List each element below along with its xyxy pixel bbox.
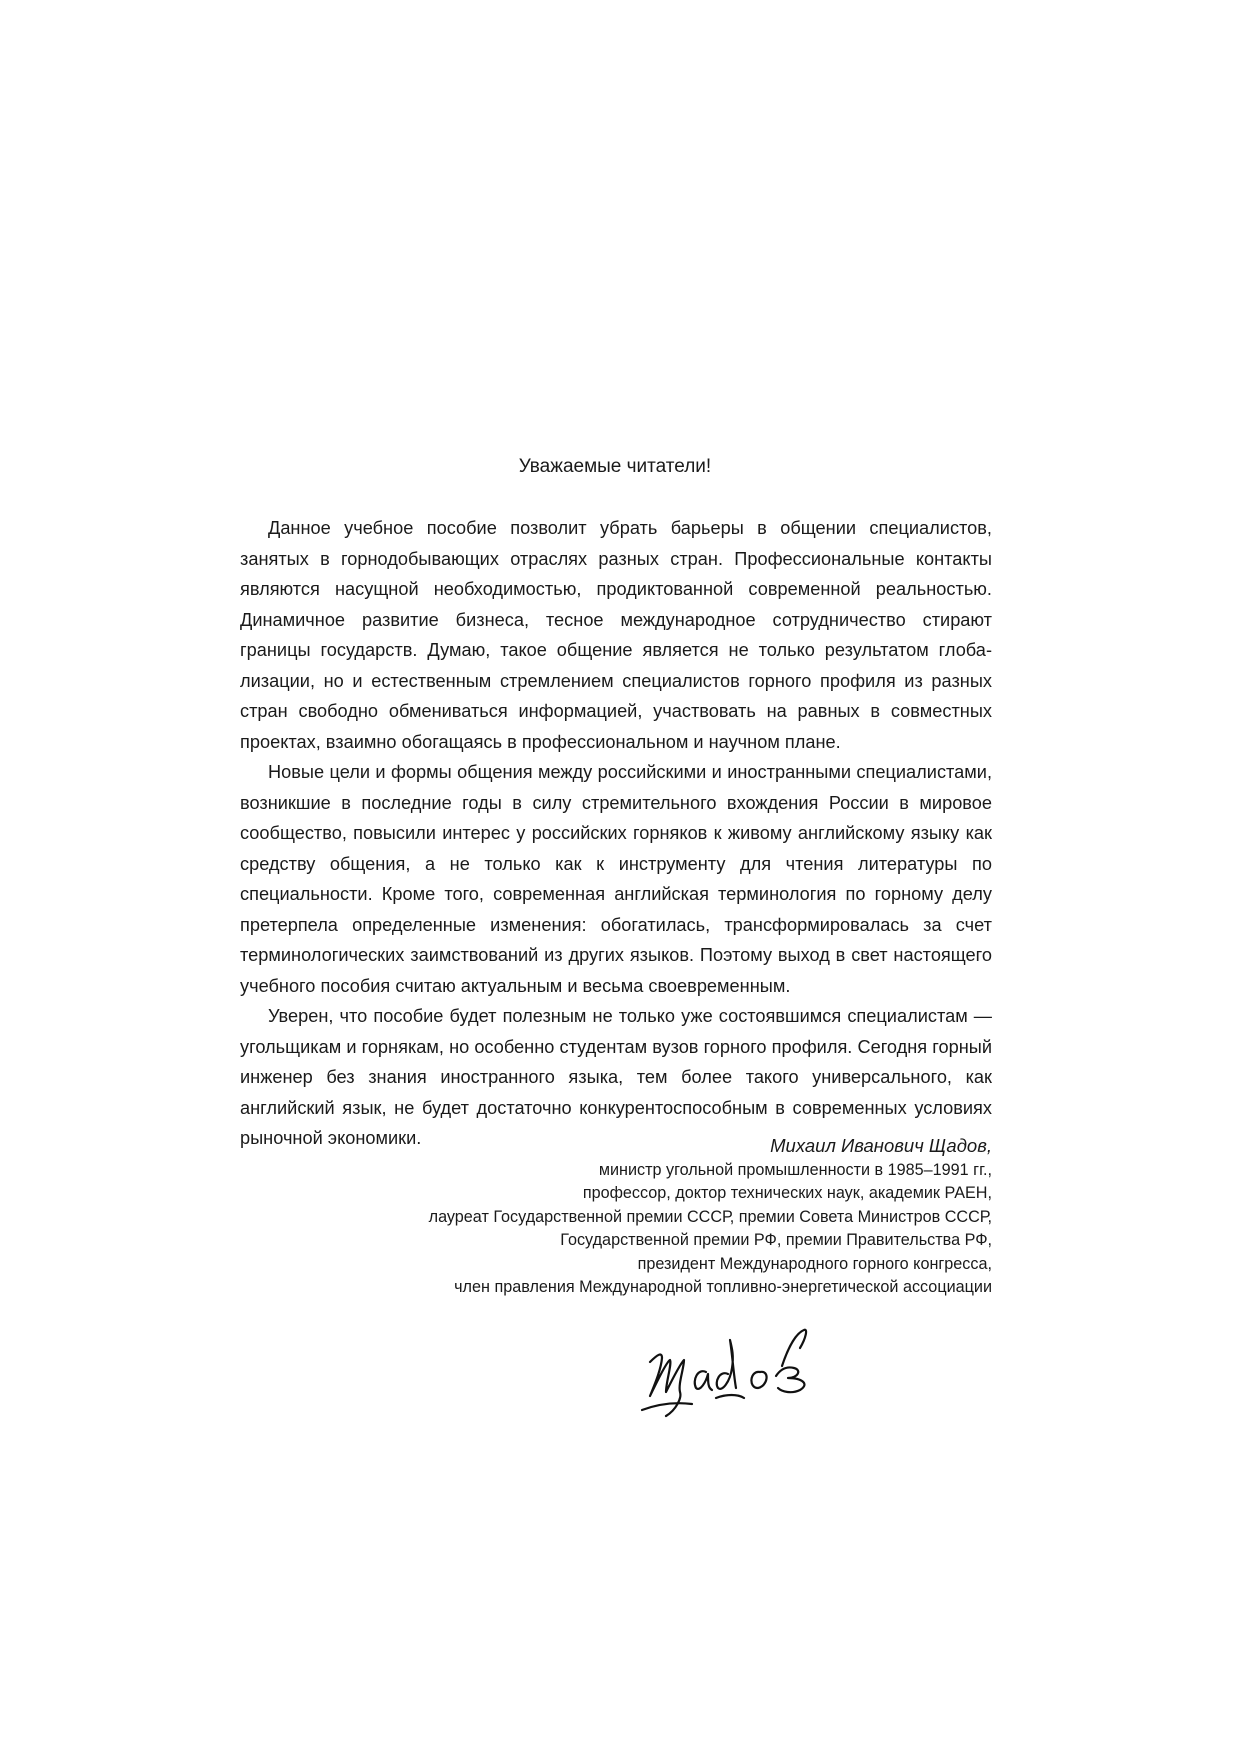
credential-line: министр угольной промышленности в 1985–1991 гг., <box>598 1161 992 1179</box>
paragraph: Новые цели и формы общения между российскими и иностранными специалистами, возникшие в последние годы в силу стремительного вхождения России в мировое сообщество, повысили интерес у российских горняков к живому английскому языку как средству общения, а не только как к инструменту для чтения литературы по специальности. Кроме того, современная английская терминология по горному делу претерпела определенные изменения: обогатилась, трансформировалась за счет терминологических заимствований из других языков. Поэтому выход в свет настоящего учебного пособия считаю актуальным и весьма своевременным. <box>240 762 992 996</box>
paragraph: Уверен, что пособие будет полезным не только уже состоявшимся специалистам — угольщикам и горнякам, но особенно студентам вузов горного профиля. Сегодня горный инженер без знания иностранного языка, тем более такого универсального, как английский язык, не будет достаточно конкурентоспособным в современных условиях рыночной экономики. <box>240 1006 992 1148</box>
handwritten-signature <box>636 1318 836 1428</box>
author-name: Михаил Иванович Щадов, <box>770 1135 992 1156</box>
credential-line: профессор, доктор технических наук, академик РАЕН, <box>582 1184 992 1203</box>
author-block <box>429 1133 992 1299</box>
credential-line: Государственной премии РФ, премии Правительства РФ, <box>560 1231 992 1250</box>
letter-greeting: Уважаемые читатели! <box>518 456 712 477</box>
credential-line: лауреат Государственной премии СССР, премии Совета Министров СССР, <box>428 1207 992 1226</box>
paragraph: Данное учебное пособие позволит убрать барьеры в общении специалистов, занятых в горнодобывающих отраслях разных стран. Профессиональные контакты являются насущной необходимостью, продиктованной современной реальностью. Динамичное развитие бизнеса, тесное международное сотрудничество стирают границы государств. Думаю, такое общение является не только результатом глобализации, но и естественным стремлением специалистов горного профиля из разных стран свободно обмениваться информацией, участвовать на равных в совместных проектах, взаимно обогащаясь в профессиональном и научном плане. <box>240 518 992 752</box>
credential-line: член правления Международной топливно-энергетической ассоциации <box>454 1278 992 1297</box>
credential-line: президент Международного горного конгресса, <box>637 1254 992 1273</box>
author-credentials <box>429 1159 992 1299</box>
letter-body <box>240 513 992 1154</box>
